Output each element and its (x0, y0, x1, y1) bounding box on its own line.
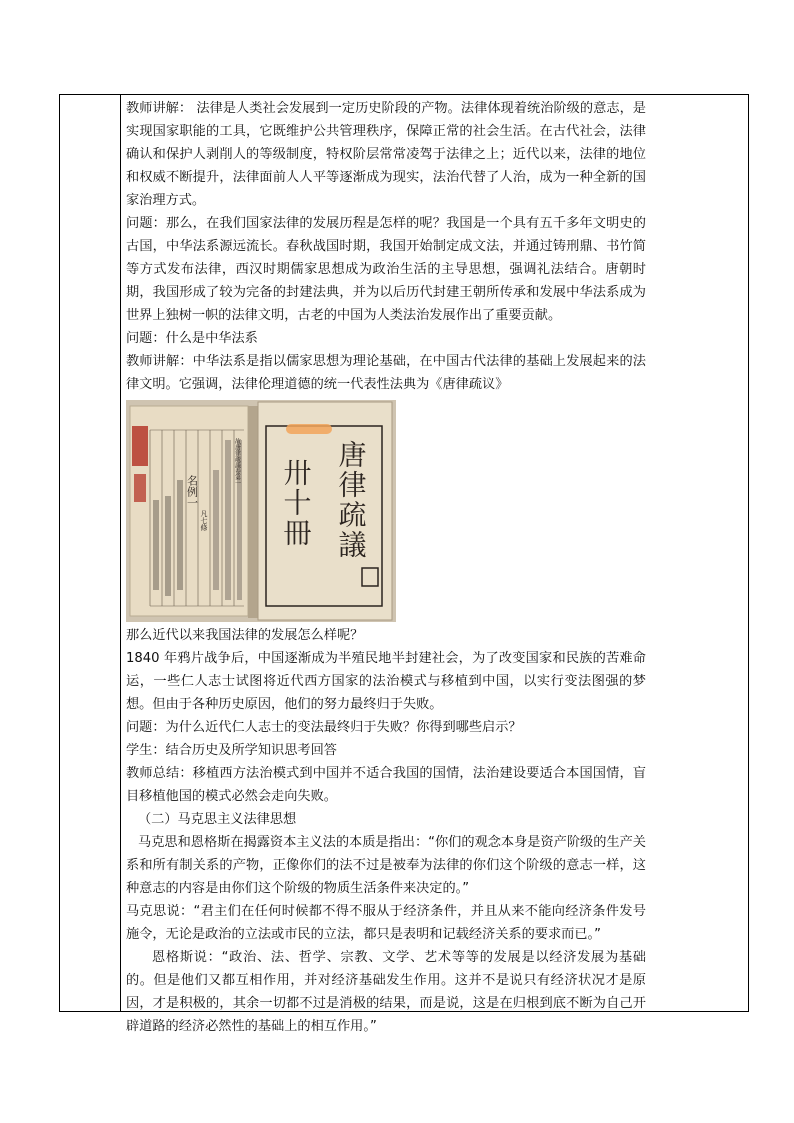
paragraph-modern-question: 那么近代以来我国法律的发展怎么样呢？ (126, 628, 364, 643)
paragraph-question-failure: 问题：为什么近代仁人志士的变法最终归于失败？你得到哪些启示？ (126, 720, 522, 735)
paragraph-question-chinese-law: 问题：什么是中华法系 (126, 331, 258, 346)
cover-title: 唐律疏議 (334, 440, 368, 560)
seal-stamp-left (132, 426, 148, 466)
paragraph-teacher-summary: 教师总结：移植西方法治模式到中国并不适合我国的国情，法治建设要适合本国国情，盲目移植他国的模式必然会走向失败。 (126, 766, 646, 804)
paragraph-chinese-law-explanation: 教师讲解：中华法系是指以儒家思想为理论基础，在中国古代法律的基础上发展起来的法律文明。它强调，法律伦理道德的统一代表性法典为《唐律疏议》 (126, 354, 646, 392)
seal-stamp-left-2 (134, 474, 146, 502)
book-spine (248, 406, 258, 618)
paragraph-marx-engels: 马克思和恩格斯在揭露资本主义法的本质是指出：“你们的观念本身是资产阶级的生产关系和所有制关系的产物，正像你们的法不过是被奉为法律的你们这个阶级的意志一样，这种意志的内容是由你们这个阶级的物质生活条件来决定的。” (126, 835, 646, 896)
book-cover (258, 402, 392, 620)
paragraph-teacher-explanation: 教师讲解： 法律是人类社会发展到一定历史阶段的产物。法律体现着统治阶级的意志，是实现国家职能的工具，它既维护公共管理秩序，保障正常的社会生活。在古代社会，法律确认和保护人剥削人的等级制度，特权阶层常常凌驾于法律之上；近代以来，法律的地位和权威不断提升，法律面前人人平等逐渐成为现实，法治代替了人治，成为一种全新的国家治理方式。 (126, 101, 646, 208)
cover-volume: 卅十冊 (279, 458, 313, 548)
column-divider (120, 95, 121, 1011)
section-heading-marxism: （二）马克思主义法律思想 (138, 812, 297, 827)
page-subheading: 凡七條 (200, 510, 208, 531)
paragraph-marx-quote: 马克思说：“君主们在任何时候都不得不服从于经济条件，并且从来不能向经济条件发号施令，无论是政治的立法或市民的立法，都只是表明和记载经济关系的要求而已。” (126, 904, 646, 942)
paragraph-engels-quote: 恩格斯说：“政治、法、哲学、宗教、文学、艺术等等的发展是以经济发展为基础的。但是他们又都互相作用，并对经济基础发生作用。这并不是说只有经济状况才是原因，才是积极的，其余一切都不过是消极的结果，而是说，这是在归根到底不断为自己开辟道路的经济必然性的基础上的相互作用。” (126, 950, 646, 1034)
cover-label-mark (286, 424, 332, 434)
paragraph-student: 学生：结合历史及所学知识思考回答 (126, 743, 337, 758)
book-header: 故唐律疏議卷第一 (233, 438, 241, 486)
paragraph-opium-war: 1840 年鸦片战争后，中国逐渐成为半殖民地半封建社会，为了改变国家和民族的苦难命运，一些仁人志士试图将近代西方国家的法治模式与移植到中国，以实行变法图强的梦想。但由于各种历史原因，他们的努力最终归于失败。 (126, 651, 646, 712)
tang-code-book-image (126, 400, 396, 622)
lesson-content (126, 97, 646, 1038)
paragraph-question-history: 问题：那么，在我们国家法律的发展历程是怎样的呢？我国是一个具有五千多年文明史的古国，中华法系源远流长。春秋战国时期，我国开始制定成文法，并通过铸刑鼎、书竹简等方式发布法律，西汉时期儒家思想成为政治生活的主导思想，强调礼法结合。唐朝时期，我国形成了较为完备的封建法典，并为以后历代封建王朝所传承和发展中华法系成为世界上独树一帜的法律文明，古老的中国为人类法治发展作出了重要贡献。 (126, 216, 646, 323)
page-heading: 名例一 (185, 475, 199, 508)
lesson-table (59, 94, 749, 1034)
book-photo (126, 400, 396, 622)
